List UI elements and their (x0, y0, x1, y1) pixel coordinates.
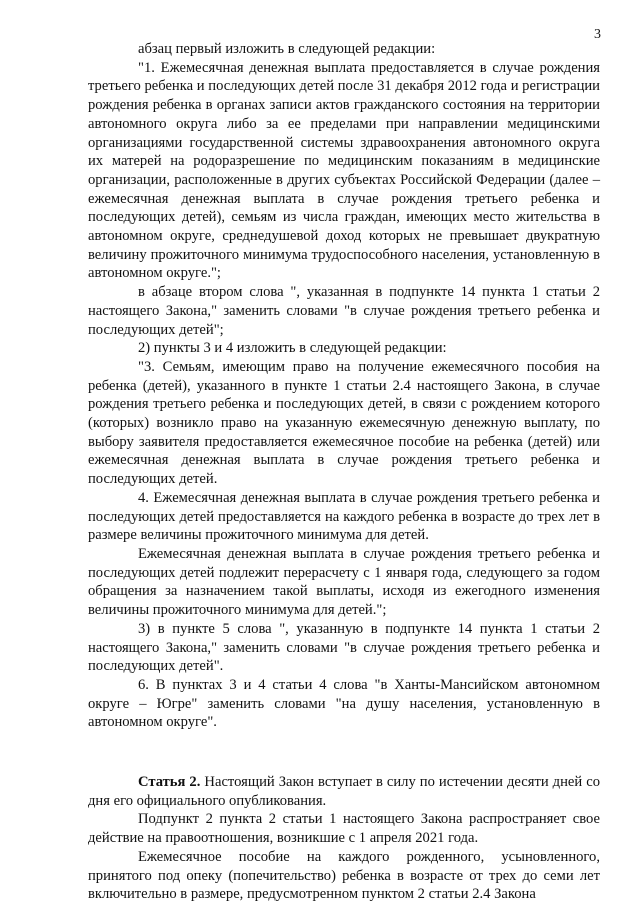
paragraph: Подпункт 2 пункта 2 статьи 1 настоящего Закона распространяет свое действие на правоотношения, возникшие с 1 апреля 2021 года. (88, 811, 600, 847)
paragraph: 2) пункты 3 и 4 изложить в следующей редакции: (138, 340, 447, 357)
page-number: 3 (594, 27, 601, 42)
article-heading: Статья 2. (138, 774, 201, 791)
paragraph: 3) в пункте 5 слова ", указанную в подпункте 14 пункта 1 статьи 2 настоящего Закона," заменить словами "в случае рождения третьего ребенка и последующих детей". (88, 620, 600, 675)
article-text: Настоящий Закон вступает в силу по истечении десяти дней со дня его официального опубликования. (88, 774, 601, 809)
paragraph: в абзаце втором слова ", указанная в подпункте 14 пункта 1 статьи 2 настоящего Закона," заменить словами "в случае рождения третьего ребенка и последующих детей"; (88, 284, 600, 338)
paragraph: "1. Ежемесячная денежная выплата предоставляется в случае рождения третьего ребенка и последующих детей после 31 декабря 2012 года и регистрации рождения ребенка в органах записи актов гражданского состояния на территории автономного округа либо за ее пределами при направлении медицинскими организациями государственной системы здравоохранения автономного округа их матерей на родоразрешение по медицинским показаниям в медицинские организации, расположенные в других субъектах Российской Федерации (далее – ежемесячная денежная выплата в случае рождения третьего ребенка и последующих детей), семьям из числа граждан, имеющих место жительства в автономном округе, среднедушевой доход которых не превышает двукратную величину прожиточного минимума трудоспособного населения, установленную в автономном округе."; (88, 59, 600, 282)
paragraph: абзац первый изложить в следующей редакции: (138, 41, 436, 57)
paragraph: 6. В пунктах 3 и 4 статьи 4 слова "в Ханты-Мансийском автономном округе – Югре" заменить словами "на душу населения, установленную в автономном округе". (88, 676, 600, 731)
article-2-paragraph (88, 773, 600, 810)
paragraph: Ежемесячное пособие на каждого рожденного, усыновленного, принятого под опеку (попечительство) ребенка в возрасте от трех до семи лет включительно в размере, предусмотренном пунктом 2 статьи 2.4 Закона (88, 848, 600, 903)
paragraph: Ежемесячная денежная выплата в случае рождения третьего ребенка и последующих детей подлежит перерасчету с 1 января года, следующего за годом обращения за назначением такой выплаты, исходя из ежегодного изменения величины прожиточного минимума для детей."; (88, 545, 600, 619)
paragraph: 4. Ежемесячная денежная выплата в случае рождения третьего ребенка и последующих детей предоставляется на каждого ребенка в возрасте до трех лет в размере величины прожиточного минимума для детей. (88, 489, 600, 544)
paragraph: "3. Семьям, имеющим право на получение ежемесячного пособия на ребенка (детей), указанного в пункте 1 статьи 2.4 настоящего Закона, в случае рождения третьего ребенка и последующих детей, в связи с рождением которого (которых) возникло право на указанную ежемесячную денежную выплату, по выбору заявителя предоставляется ежемесячное пособие на ребенка (детей) или ежемесячная денежная выплата в случае рождения третьего ребенка и последующих детей. (88, 358, 600, 488)
document-body (88, 40, 600, 904)
